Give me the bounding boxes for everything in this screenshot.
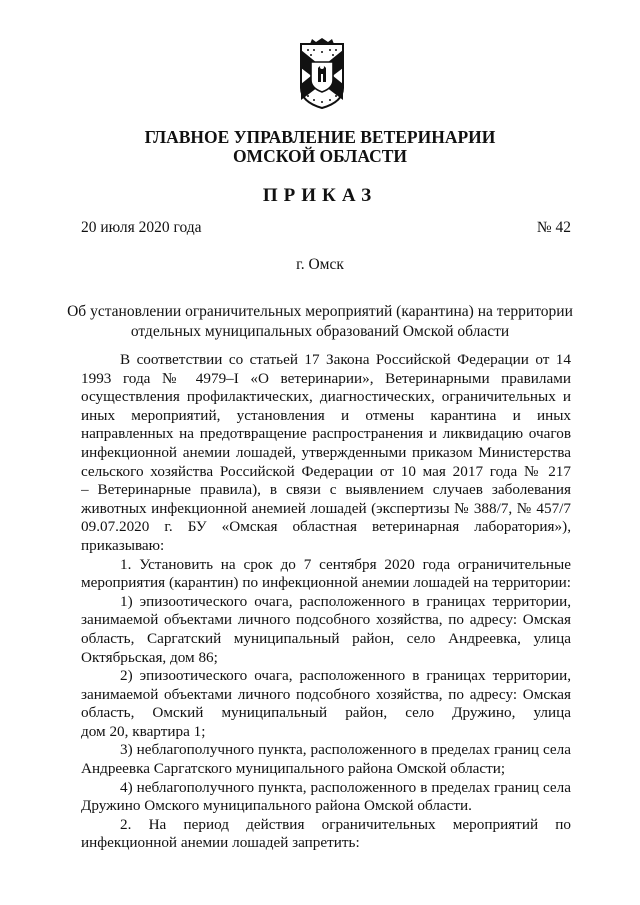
body-text-line: направленных на предотвращение распространения и ликвидацию очагов (81, 425, 571, 443)
body-text-line: осуществления профилактических, диагностических, ограничительных и (81, 388, 571, 406)
document-body (81, 351, 571, 853)
document-date: 20 июля 2020 года (81, 219, 202, 236)
body-text-line: 1. Установить на срок до 7 сентября 2020 года ограничительные (120, 555, 571, 573)
body-text-line: 09.07.2020 г. БУ «Омская областная ветеринарная лаборатория»), (81, 518, 571, 536)
body-text-line: 2. На период действия ограничительных мероприятий по (120, 815, 571, 833)
body-text-line: – Ветеринарные правила), в связи с выявлением случаев заболевания (81, 481, 571, 499)
body-text-line: Андреевка Саргатского муниципального района Омской области; (81, 760, 506, 778)
body-text-line: область, Омский муниципальный район, село Дружино, улица (81, 704, 571, 722)
body-text-line: инфекционной анемии лошадей, утвержденными приказом Министерства (81, 443, 571, 461)
body-text-line: область, Саргатский муниципальный район, село Андреевка, улица (81, 629, 571, 647)
body-text-line: 4) неблагополучного пункта, расположенного в пределах границ села (120, 778, 571, 796)
body-text-line: животных инфекционной анемией лошадей (экспертизы № 388/7, № 457/7 (81, 499, 571, 517)
subject-line-2: отдельных муниципальных образований Омской области (130, 323, 510, 340)
body-text-line: 1993 года № 4979–I «О ветеринарии», Ветеринарными правилами (81, 369, 571, 387)
document-city: г. Омск (296, 256, 344, 273)
body-text-line: занимаемой объектами личного подсобного хозяйства, по адресу: Омская (81, 685, 571, 703)
body-text-line: мероприятия (карантин) по инфекционной анемии лошадей на территории: (81, 574, 571, 592)
document-number: № 42 (536, 219, 571, 236)
body-text-line: сельского хозяйства Российской Федерации от 10 мая 2017 года № 217 (81, 462, 571, 480)
body-text-line: Дружино Омского муниципального района Омской области. (81, 797, 472, 815)
body-text-line: 2) эпизоотического очага, расположенного в границах территории, (120, 667, 571, 685)
body-text-line: Октябрьская, дом 86; (81, 648, 218, 666)
organization-name-line-2: ОМСКОЙ ОБЛАСТИ (232, 146, 408, 166)
body-text-line: иных мероприятий, установления и отмены карантина и иных (81, 406, 571, 424)
organization-name-line-1: ГЛАВНОЕ УПРАВЛЕНИЕ ВЕТЕРИНАРИИ (144, 127, 496, 147)
body-text-line: дом 20, квартира 1; (81, 722, 206, 740)
document-type-title: ПРИКАЗ (262, 185, 378, 206)
body-text-line: 3) неблагополучного пункта, расположенного в пределах границ села (120, 741, 571, 759)
body-text-line: 1) эпизоотического очага, расположенного в границах территории, (120, 592, 571, 610)
omsk-coat-of-arms-icon (298, 38, 346, 110)
document-subject (0, 302, 640, 342)
body-text-line: приказываю: (81, 536, 165, 554)
body-text-line: инфекционной анемии лошадей запретить: (81, 834, 360, 852)
body-text-line: В соответствии со статьей 17 Закона Российской Федерации от 14 (120, 351, 571, 368)
body-text-line: занимаемой объектами личного подсобного хозяйства, по адресу: Омская (81, 611, 571, 629)
subject-line-1: Об установлении ограничительных мероприятий (карантина) на территории (67, 303, 573, 320)
